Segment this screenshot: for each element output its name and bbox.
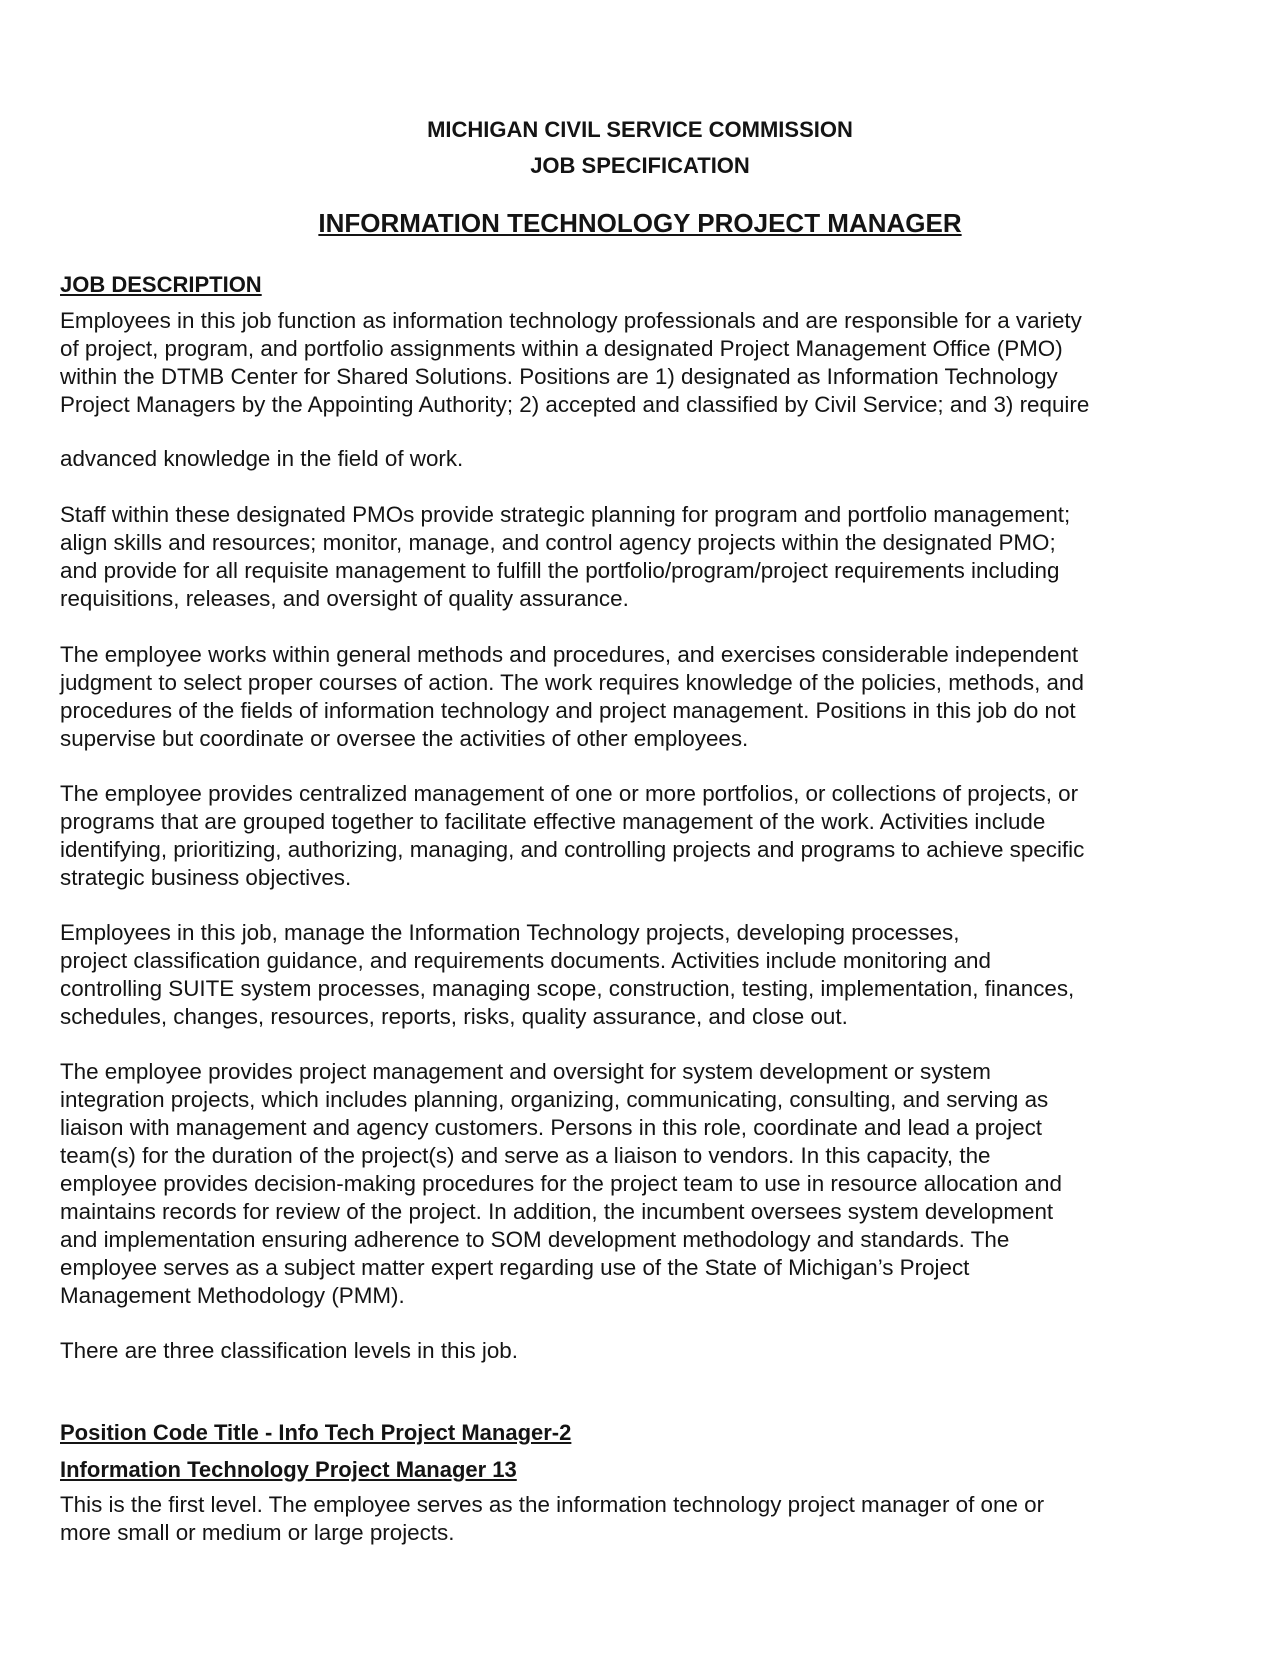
paragraph-line: employee provides decision-making procedures for the project team to use in resource allocation and — [60, 1171, 1062, 1196]
paragraph-line: controlling SUITE system processes, managing scope, construction, testing, implementation, finances, — [60, 976, 1075, 1001]
paragraph-line: identifying, prioritizing, authorizing, managing, and controlling projects and programs to achieve specific — [60, 837, 1085, 862]
paragraph-line: team(s) for the duration of the project(s) and serve as a liaison to vendors. In this capacity, the — [60, 1143, 991, 1168]
paragraph-line: procedures of the fields of information technology and project management. Positions in this job do not — [60, 698, 1076, 723]
paragraph-line: schedules, changes, resources, reports, risks, quality assurance, and close out. — [60, 1004, 848, 1029]
job-title: INFORMATION TECHNOLOGY PROJECT MANAGER — [318, 208, 962, 238]
paragraph-line: employee serves as a subject matter expert regarding use of the State of Michigan’s Project — [60, 1255, 970, 1280]
paragraph-line: Employees in this job, manage the Information Technology projects, developing processes, — [60, 920, 960, 945]
paragraph-6 — [60, 1058, 1230, 1310]
paragraph-line: and implementation ensuring adherence to SOM development methodology and standards. The — [60, 1227, 1010, 1252]
paragraph-line: requisitions, releases, and oversight of quality assurance. — [60, 586, 629, 611]
paragraph-line: Management Methodology (PMM). — [60, 1283, 405, 1308]
paragraph-line: more small or medium or large projects. — [60, 1520, 455, 1545]
paragraph-line: supervise but coordinate or oversee the activities of other employees. — [60, 726, 749, 751]
paragraph-line: Employees in this job function as information technology professionals and are responsible for a variety — [60, 308, 1082, 333]
position-code-heading: Position Code Title - Info Tech Project Manager-2 — [60, 1420, 572, 1445]
paragraph-line: The employee works within general methods and procedures, and exercises considerable independent — [60, 642, 1079, 667]
paragraph-line: The employee provides project management and oversight for system development or system — [60, 1059, 991, 1084]
position-description — [60, 1491, 1230, 1547]
paragraph-2 — [60, 501, 1230, 613]
paragraph-line: strategic business objectives. — [60, 865, 352, 890]
paragraph-line: Staff within these designated PMOs provide strategic planning for program and portfolio management; — [60, 502, 1071, 527]
paragraph-line: integration projects, which includes planning, organizing, communicating, consulting, and serving as — [60, 1087, 1049, 1112]
paragraph-line: The employee provides centralized management of one or more portfolios, or collections of projects, or — [60, 781, 1079, 806]
paragraph-line: This is the first level. The employee serves as the information technology project manager of one or — [60, 1492, 1045, 1517]
paragraph-line: programs that are grouped together to facilitate effective management of the work. Activities include — [60, 809, 1046, 834]
paragraph-1-continued — [60, 445, 1230, 473]
doc-type: JOB SPECIFICATION — [530, 153, 750, 178]
paragraph-line: of project, program, and portfolio assignments within a designated Project Management Office (PMO) — [60, 336, 1063, 361]
paragraph-line: and provide for all requisite management to fulfill the portfolio/program/project requirements including — [60, 558, 1060, 583]
job-description-heading: JOB DESCRIPTION — [60, 272, 262, 297]
paragraph-line: maintains records for review of the project. In addition, the incumbent oversees system development — [60, 1199, 1054, 1224]
org-name: MICHIGAN CIVIL SERVICE COMMISSION — [427, 117, 853, 142]
paragraph-line: Project Managers by the Appointing Authority; 2) accepted and classified by Civil Service; and 3) require — [60, 392, 1090, 417]
paragraph-4 — [60, 780, 1230, 892]
paragraph-line: judgment to select proper courses of action. The work requires knowledge of the policies, methods, and — [60, 670, 1084, 695]
paragraph-line: align skills and resources; monitor, manage, and control agency projects within the designated PMO; — [60, 530, 1056, 555]
paragraph-1 — [60, 307, 1230, 419]
paragraph-3 — [60, 641, 1230, 753]
paragraph-5 — [60, 919, 1230, 1031]
paragraph-7 — [60, 1337, 1230, 1365]
paragraph-line: advanced knowledge in the field of work. — [60, 446, 464, 471]
paragraph-line: within the DTMB Center for Shared Solutions. Positions are 1) designated as Information Technology — [60, 364, 1058, 389]
paragraph-line: There are three classification levels in this job. — [60, 1338, 518, 1363]
position-level-title: Information Technology Project Manager 13 — [60, 1457, 517, 1482]
paragraph-line: liaison with management and agency customers. Persons in this role, coordinate and lead a project — [60, 1115, 1043, 1140]
paragraph-line: project classification guidance, and requirements documents. Activities include monitoring and — [60, 948, 991, 973]
